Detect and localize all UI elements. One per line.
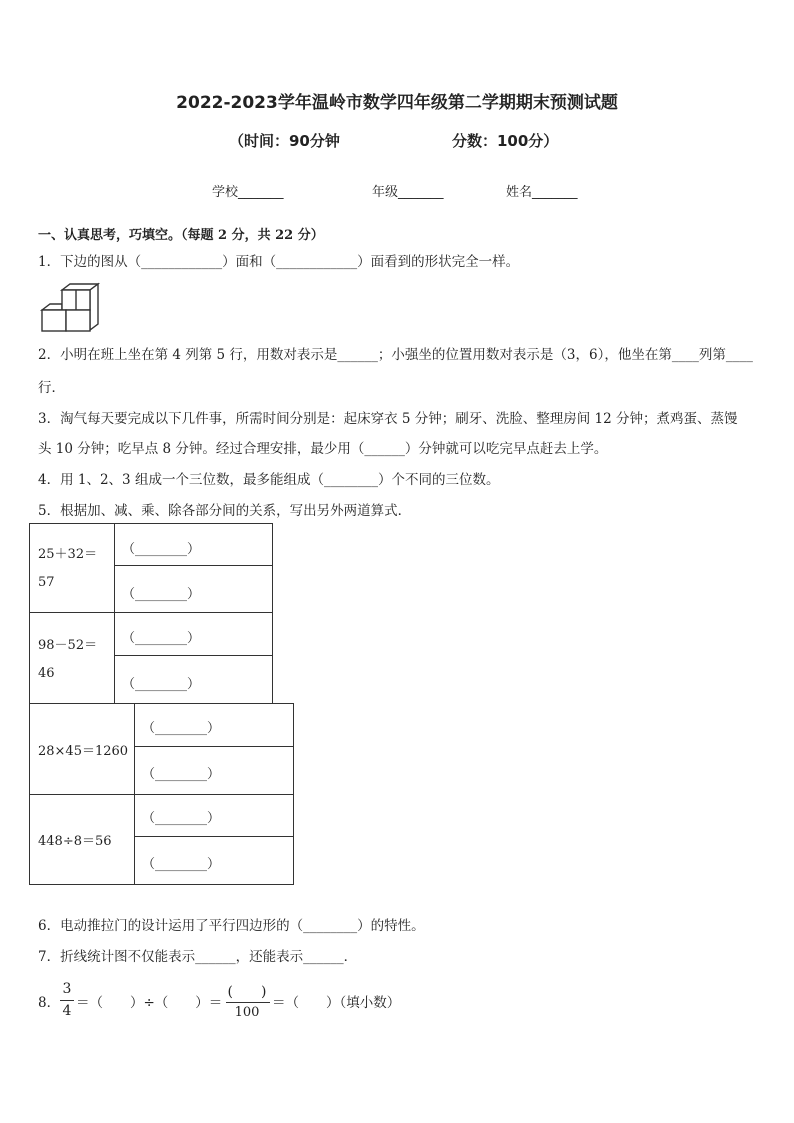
equation-2-line1: 98－52＝ xyxy=(38,638,98,653)
question-8-suffix: ＝（ ）（填小数） xyxy=(272,995,401,1011)
equation-3: 28×45＝1260 xyxy=(38,744,129,759)
question-6: 6．电动推拉门的设计运用了平行四边形的（________）的特性。 xyxy=(38,918,425,934)
page-title: 2022-2023学年温岭市数学四年级第二学期期末预测试题 xyxy=(176,93,618,113)
answer-blank[interactable]: （________） xyxy=(122,631,201,646)
school-field: 学校_______ xyxy=(212,185,284,200)
equation-2-line2: 46 xyxy=(38,666,55,681)
equation-1-line2: 57 xyxy=(38,575,55,590)
answer-blank[interactable]: （________） xyxy=(142,721,221,736)
question-8-middle: ＝（ ）÷（ ）＝ xyxy=(76,995,223,1011)
name-field: 姓名_______ xyxy=(506,185,578,200)
equation-4: 448÷8＝56 xyxy=(38,834,112,849)
question-8-number: 8． xyxy=(38,995,61,1011)
section-heading: 一、认真思考，巧填空。（每题 2 分，共 22 分） xyxy=(38,228,324,243)
question-5: 5．根据加、减、乘、除各部分间的关系，写出另外两道算式． xyxy=(38,503,412,519)
answer-blank[interactable]: （________） xyxy=(122,587,201,602)
exam-time: （时间：90分钟 xyxy=(229,132,340,150)
answer-blank[interactable]: （________） xyxy=(142,857,221,872)
answer-blank[interactable]: （________） xyxy=(122,542,201,557)
equation-1-line1: 25＋32＝ xyxy=(38,547,98,562)
answer-blank[interactable]: （________） xyxy=(142,811,221,826)
answer-blank[interactable]: （________） xyxy=(142,767,221,782)
question-2-cont: 行． xyxy=(38,380,65,396)
fraction-denominator: 4 xyxy=(62,1003,72,1019)
fraction-bar xyxy=(226,1002,270,1003)
cube-stack-figure xyxy=(38,280,108,336)
grade-field: 年级_______ xyxy=(372,185,444,200)
answer-blank[interactable]: （________） xyxy=(122,677,201,692)
question-7: 7．折线统计图不仅能表示______，还能表示______． xyxy=(38,949,358,965)
fraction-bar xyxy=(60,1000,74,1001)
fraction-numerator-blank[interactable]: ( ) xyxy=(227,984,267,1000)
question-1: 1．下边的图从（____________）面和（____________）面看到的形状完全一样。 xyxy=(38,254,520,270)
fraction-denominator: 100 xyxy=(234,1005,260,1020)
question-2: 2．小明在班上坐在第 4 列第 5 行，用数对表示是______；小强坐的位置用数对表示是（3，6），他坐在第____列第____ xyxy=(38,347,753,363)
exam-score: 分数：100分） xyxy=(452,132,559,150)
question-4: 4．用 1、2、3 组成一个三位数，最多能组成（________）个不同的三位数。 xyxy=(38,472,500,488)
question-3: 3．淘气每天要完成以下几件事，所需时间分别是：起床穿衣 5 分钟；刷牙、洗脸、整理房间 12 分钟；煮鸡蛋、蒸馒 xyxy=(38,411,738,427)
question-3-cont: 头 10 分钟；吃早点 8 分钟。经过合理安排，最少用（______）分钟就可以吃完早点赶去上学。 xyxy=(38,441,608,457)
fraction-numerator: 3 xyxy=(62,981,72,997)
